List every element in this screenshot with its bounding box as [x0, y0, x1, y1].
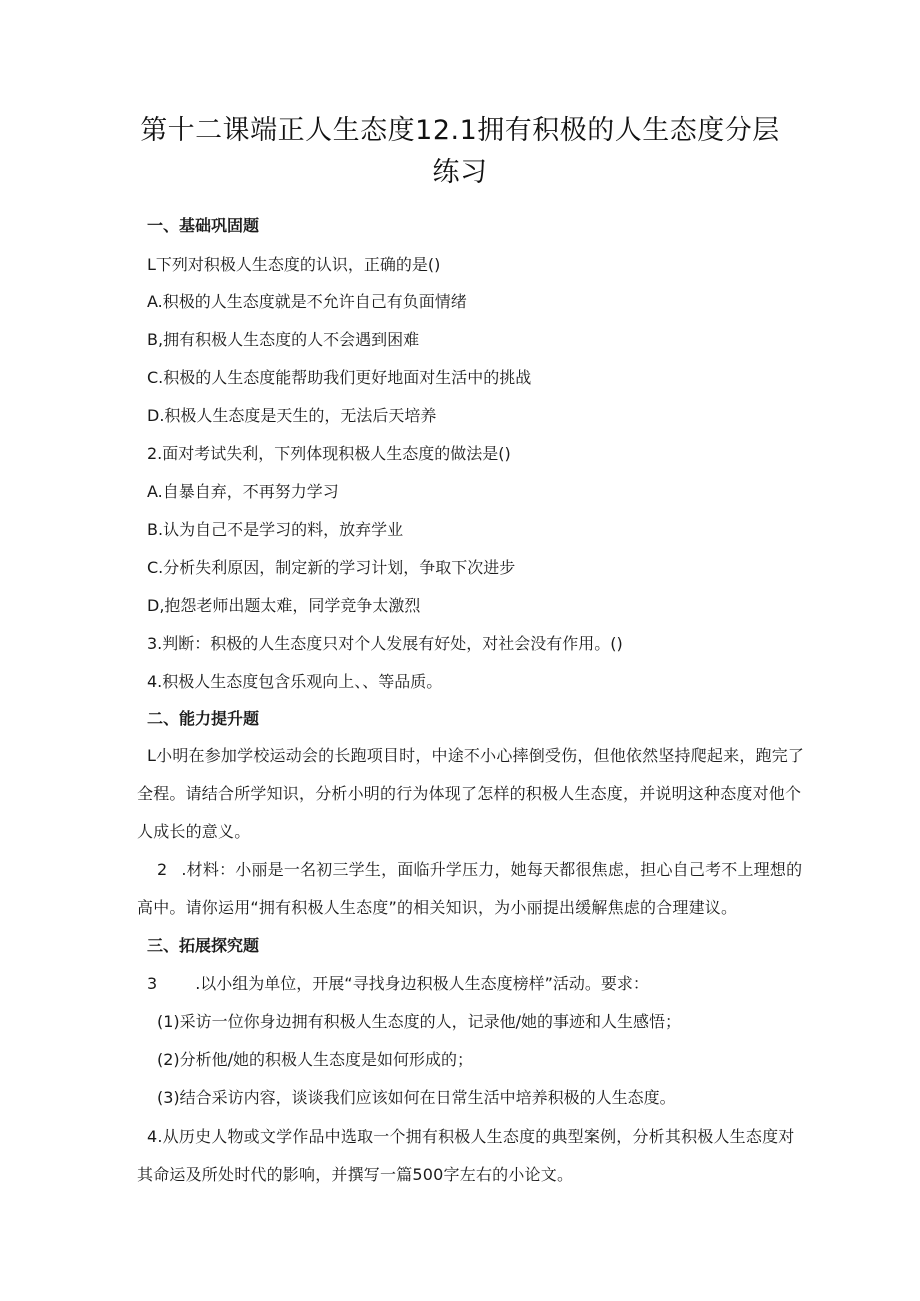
extension-question-3 [147, 972, 649, 996]
extension-question-3-number: 3 [147, 974, 158, 993]
extension-question-3-text: .以小组为单位，开展“寻找身边积极人生态度榜样”活动。要求： [195, 974, 649, 993]
question-2-option-a: A.自暴自弃，不再努力学习 [147, 482, 339, 501]
extension-question-4: 4.从历史人物或文学作品中选取一个拥有积极人生态度的典型案例，分析其积极人生态度对其命运及所处时代的影响，并撰写一篇500字左右的小论文。 [137, 1127, 795, 1184]
question-1-option-d: D.积极人生态度是天生的，无法后天培养 [147, 406, 437, 425]
document-title: 第十二课端正人生态度12.1拥有积极的人生态度分层练习 [140, 115, 780, 188]
question-4-fill-blank: 4.积极人生态度包含乐观向上、、等品质。 [147, 672, 443, 691]
question-1-option-a: A.积极的人生态度就是不允许自己有负面情绪 [147, 292, 467, 311]
ability-question-2-text: .材料：小丽是一名初三学生，面临升学压力，她每天都很焦虑，担心自己考不上理想的高中。请你运用“拥有积极人生态度”的相关知识，为小丽提出缓解焦虑的合理建议。 [137, 860, 803, 917]
requirement-2: (2)分析他/她的积极人生态度是如何形成的； [157, 1050, 474, 1069]
question-1-option-c: C.积极的人生态度能帮助我们更好地面对生活中的挑战 [147, 368, 532, 387]
requirement-3: (3)结合采访内容，谈谈我们应该如何在日常生活中培养积极的人生态度。 [157, 1088, 676, 1107]
question-2-option-b: B.认为自己不是学习的料，放弃学业 [147, 520, 404, 539]
ability-question-2-number: 2 [157, 860, 168, 879]
question-3-judgement: 3.判断：积极的人生态度只对个人发展有好处，对社会没有作用。() [147, 634, 623, 653]
ability-question-1: L小明在参加学校运动会的长跑项目时，中途不小心摔倒受伤，但他依然坚持爬起来，跑完了全程。请结合所学知识，分析小明的行为体现了怎样的积极人生态度，并说明这种态度对他个人成长的意义。 [137, 746, 805, 841]
question-1-option-b: B,拥有积极人生态度的人不会遇到困难 [147, 330, 420, 349]
question-2-stem: 2.面对考试失利，下列体现积极人生态度的做法是() [147, 444, 511, 463]
requirement-1: (1)采访一位你身边拥有积极人生态度的人，记录他/她的事迹和人生感悟； [157, 1012, 682, 1031]
section-heading-basic: 一、基础巩固题 [147, 216, 260, 235]
section-heading-extension: 三、拓展探究题 [147, 936, 260, 955]
question-2-option-c: C.分析失利原因，制定新的学习计划，争取下次进步 [147, 558, 516, 577]
ability-question-2 [137, 851, 809, 927]
question-2-option-d: D,抱怨老师出题太难，同学竞争太激烈 [147, 596, 421, 615]
question-1-stem: L下列对积极人生态度的认识，正确的是() [147, 255, 441, 274]
section-heading-ability: 二、能力提升题 [147, 709, 260, 728]
